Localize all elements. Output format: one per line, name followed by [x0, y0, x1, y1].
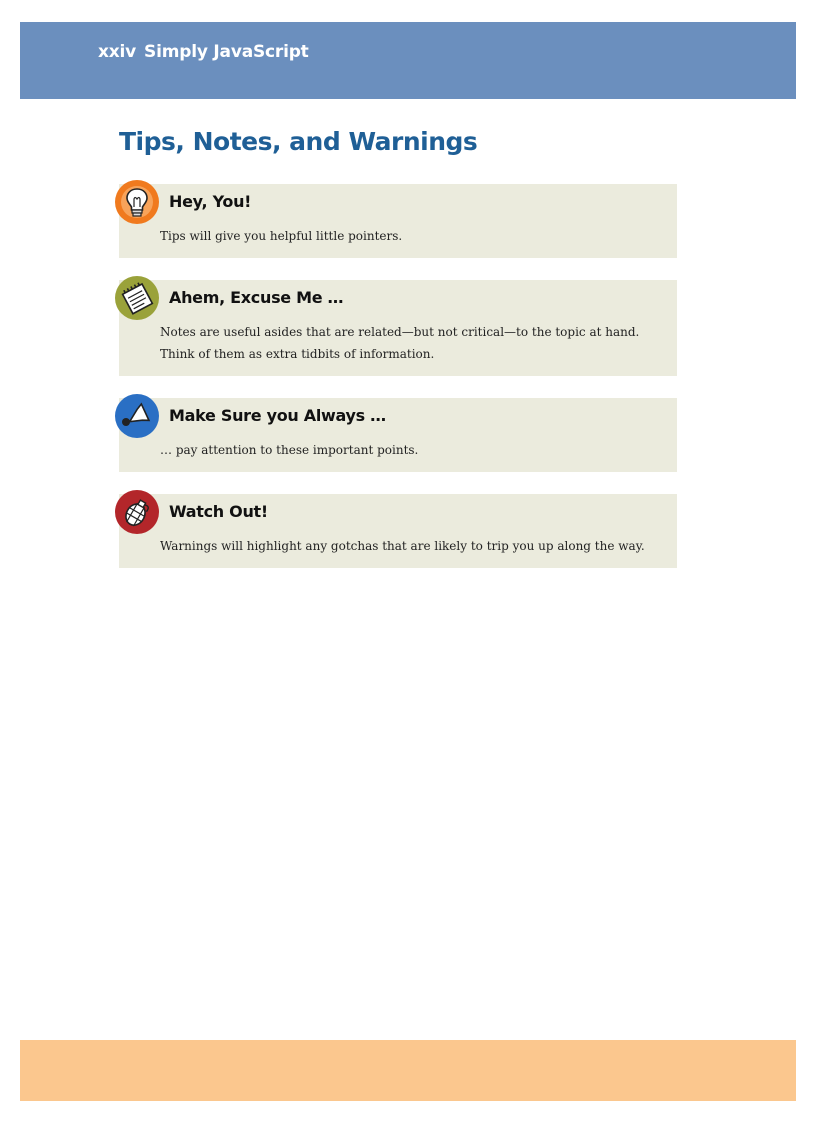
book-title: Simply JavaScript — [144, 42, 309, 62]
warning-callout — [119, 494, 677, 568]
lightbulb-icon — [115, 180, 159, 224]
callout-body: Warnings will highlight any gotchas that are likely to trip you up along the way. — [160, 539, 645, 553]
megaphone-icon — [115, 394, 159, 438]
footer-band — [20, 1040, 796, 1101]
note-callout — [119, 280, 677, 376]
callout-title: Hey, You! — [169, 192, 252, 211]
callout-title: Watch Out! — [169, 502, 268, 521]
notepad-icon — [115, 276, 159, 320]
callout-body: Notes are useful asides that are related—but not critical—to the topic at hand. Think of them as extra tidbits of information. — [160, 325, 640, 361]
grenade-icon — [115, 490, 159, 534]
callout-body: Tips will give you helpful little pointers. — [160, 229, 403, 243]
callout-body: … pay attention to these important points. — [160, 443, 419, 457]
page-number: xxiv — [98, 42, 137, 62]
section-title: Tips, Notes, and Warnings — [119, 127, 478, 156]
callout-title: Ahem, Excuse Me … — [169, 288, 344, 307]
running-head — [98, 42, 309, 62]
important-callout — [119, 398, 677, 472]
callout-title: Make Sure you Always … — [169, 406, 386, 425]
tip-callout — [119, 184, 677, 258]
